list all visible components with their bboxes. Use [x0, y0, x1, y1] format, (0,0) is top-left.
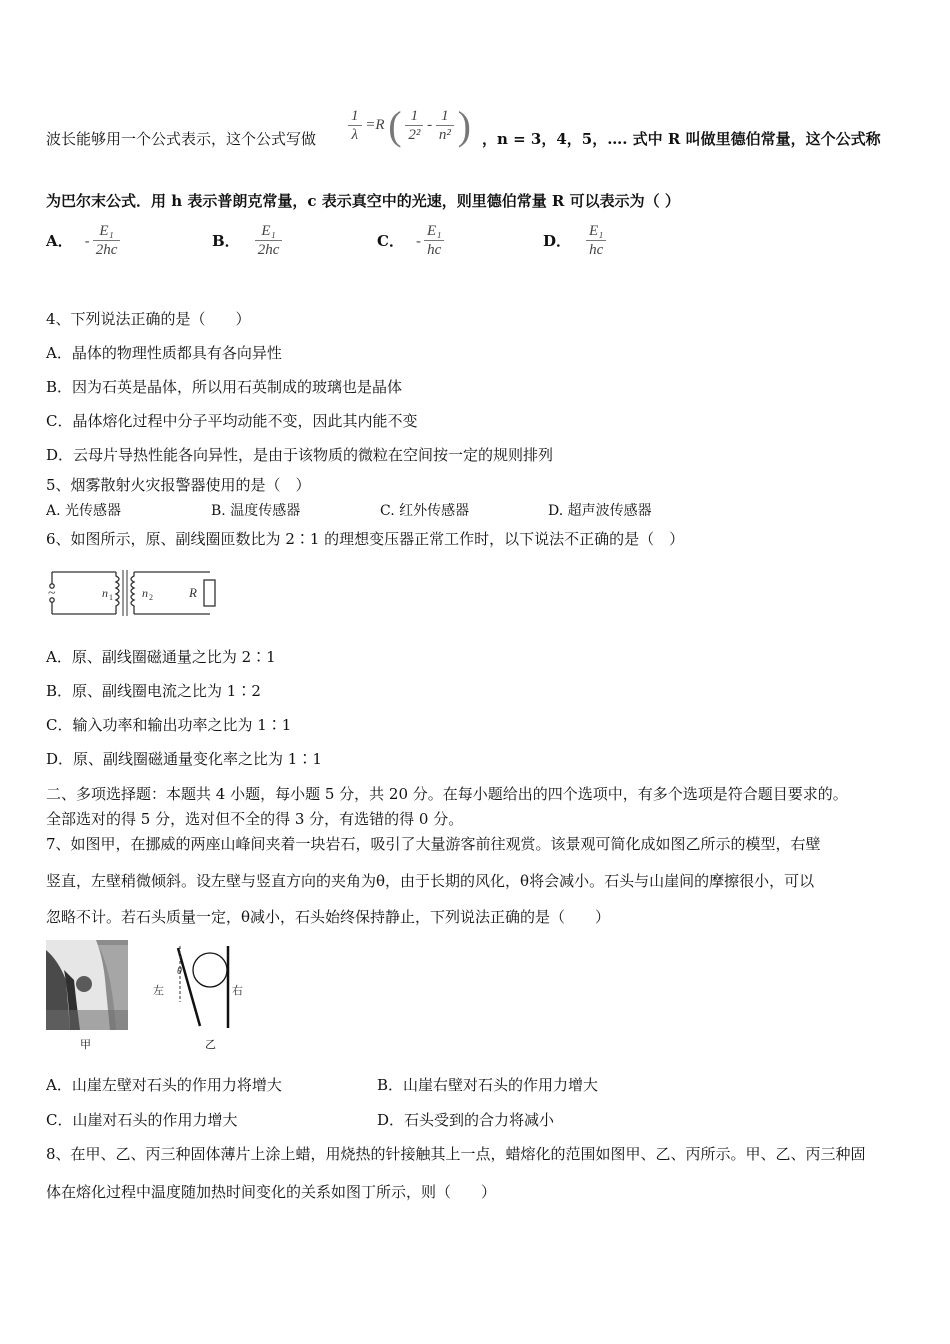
q6-option-d: D．原、副线圈磁通量变化率之比为 1∶1: [46, 750, 322, 768]
q8-line2: 体在熔化过程中温度随加热时间变化的关系如图丁所示，则（ ）: [46, 1183, 497, 1201]
q5-option-c: C. 红外传感器: [380, 503, 470, 519]
formula-lhs: $\frac{1}{\lambda}$: [348, 107, 362, 144]
q3-option-c: C． - $\frac{\text{E₁}}{hc}$: [377, 222, 444, 259]
formula-f2: $\frac{1}{\text{n²}}$: [436, 107, 454, 144]
q4-option-a: A．晶体的物理性质都具有各向异性: [46, 344, 282, 362]
q3-line1-post: ，n = 3，4，5，…. 式中 R 叫做里德伯常量，这个公式称: [482, 130, 881, 148]
fig-jia-label: 甲: [80, 1038, 91, 1051]
n1-label: n: [102, 586, 108, 600]
theta-label: θ: [177, 966, 182, 977]
q3-option-d: D． $\frac{\text{E₁}}{hc}$: [543, 222, 606, 259]
rock-photo: [46, 940, 128, 1030]
q4-option-b: B．因为石英是晶体，所以用石英制成的玻璃也是晶体: [46, 378, 403, 396]
fig-yi-label: 乙: [205, 1038, 216, 1051]
rock-model-diagram: [150, 942, 250, 1032]
q4-stem: 4、下列说法正确的是（ ）: [46, 310, 251, 328]
q7-option-c: C．山崖对石头的作用力增大: [46, 1111, 238, 1129]
transformer-diagram: [44, 562, 224, 624]
q3-line1-pre: 波长能够用一个公式表示，这个公式写做: [46, 130, 317, 148]
balmer-formula: $\frac{1}{\lambda}$ =R ( $\frac{1}{\text{2²}}$ - $\frac{1}{\text{n²}}$ ): [348, 102, 471, 149]
q4-option-d: D．云母片导热性能各向异性，是由于该物质的微粒在空间按一定的规则排列: [46, 446, 554, 464]
q7-option-d: D．石头受到的合力将减小: [377, 1111, 555, 1129]
q7-line3: 忽略不计。若石头质量一定，θ减小，石头始终保持静止，下列说法正确的是（ ）: [46, 908, 611, 926]
q7-line1: 7、如图甲，在挪威的两座山峰间夹着一块岩石，吸引了大量游客前往观赏。该景观可简化成如图乙所示的模型，右壁: [46, 835, 821, 853]
q6-stem: 6、如图所示，原、副线圈匝数比为 2∶1 的理想变压器正常工作时，以下说法不正确的是（ ）: [46, 530, 685, 548]
section2-line2: 全部选对的得 5 分，选对但不全的得 3 分，有选错的得 0 分。: [46, 810, 464, 828]
n1-subscript: 1: [109, 593, 113, 602]
q5-option-a: A. 光传感器: [46, 503, 122, 519]
q5-option-d: D. 超声波传感器: [548, 503, 652, 519]
q5-option-b: B. 温度传感器: [211, 503, 301, 519]
q7-line2: 竖直，左壁稍微倾斜。设左壁与竖直方向的夹角为θ，由于长期的风化，θ将会减小。石头与山崖间的摩擦很小，可以: [46, 872, 815, 890]
fig-right-label: 右: [232, 985, 243, 997]
formula-eq: =R: [365, 117, 385, 133]
q3-line2: 为巴尔末公式．用 h 表示普朗克常量，c 表示真空中的光速，则里德伯常量 R 可以表示为（ ）: [46, 192, 680, 210]
q7-option-a: A．山崖左壁对石头的作用力将增大: [46, 1076, 282, 1094]
q6-option-c: C．输入功率和输出功率之比为 1∶1: [46, 716, 292, 734]
q6-option-a: A．原、副线圈磁通量之比为 2∶1: [46, 648, 276, 666]
q6-option-b: B．原、副线圈电流之比为 1∶2: [46, 682, 261, 700]
resistor-label: R: [189, 585, 197, 600]
formula-f1: $\frac{1}{\text{2²}}$: [405, 107, 423, 144]
q3-option-b: B． $\frac{\text{E₁}}{2hc}$: [212, 222, 282, 259]
q4-option-c: C．晶体熔化过程中分子平均动能不变，因此其内能不变: [46, 412, 418, 430]
q7-option-b: B．山崖右壁对石头的作用力增大: [377, 1076, 599, 1094]
formula-minus: -: [427, 117, 433, 133]
n2-subscript: 2: [149, 593, 153, 602]
ac-source-symbol: ~: [48, 586, 56, 601]
q5-stem: 5、烟雾散射火灾报警器使用的是（ ）: [46, 476, 311, 494]
section2-line1: 二、多项选择题：本题共 4 小题，每小题 5 分，共 20 分。在每小题给出的四个选项中，有多个选项是符合题目要求的。: [46, 785, 848, 803]
q8-line1: 8、在甲、乙、丙三种固体薄片上涂上蜡，用烧热的针接触其上一点，蜡熔化的范围如图甲、乙、丙所示。甲、乙、丙三种固: [46, 1145, 866, 1163]
q3-option-a: A． - $\frac{\text{E₁}}{2hc}$: [46, 222, 120, 259]
fig-left-label: 左: [153, 985, 164, 997]
n2-label: n: [142, 586, 148, 600]
